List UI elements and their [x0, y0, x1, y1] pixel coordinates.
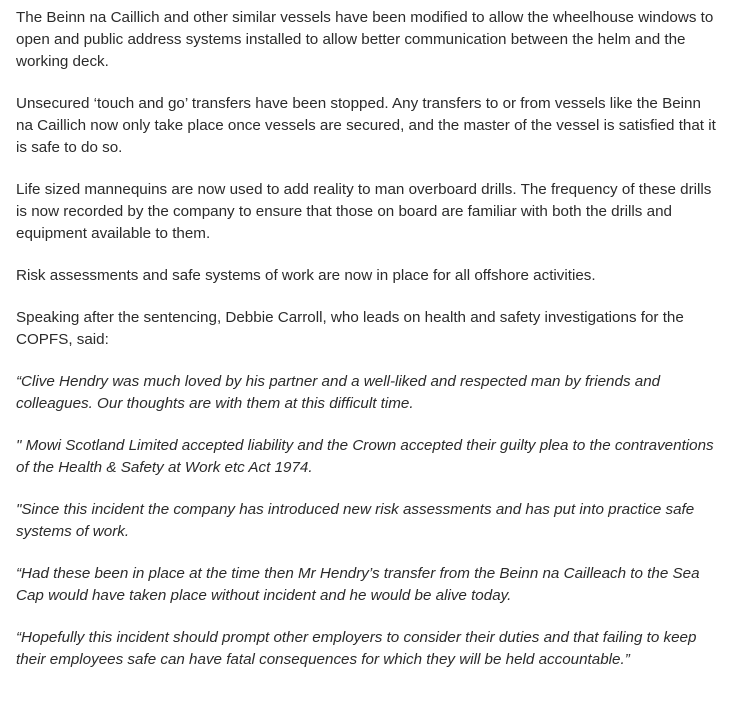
quote-mowi-liability: " Mowi Scotland Limited accepted liability and the Crown accepted their guilty plea to the contraventions of the Health & Safety at Work etc Act 1974. — [16, 437, 714, 476]
quote-transfer-without-incident: “Had these been in place at the time then Mr Hendry’s transfer from the Beinn na Cailleach to the Sea Cap would have taken place without incident and he would be alive today. — [16, 565, 700, 604]
quote-employers-duties: “Hopefully this incident should prompt other employers to consider their duties and that failing to keep their employees safe can have fatal consequences for which they will be held accountable.” — [16, 629, 697, 668]
paragraph-transfers-stopped: Unsecured ‘touch and go’ transfers have been stopped. Any transfers to or from vessels like the Beinn na Caillich now only take place once vessels are secured, and the master of the vessel is satisfied that it is safe to do so. — [16, 95, 716, 156]
paragraph-speaker-intro: Speaking after the sentencing, Debbie Carroll, who leads on health and safety investigations for the COPFS, said: — [16, 309, 684, 348]
quote-new-risk-assessments: "Since this incident the company has introduced new risk assessments and has put into practice safe systems of work. — [16, 501, 695, 540]
paragraph-vessel-modifications: The Beinn na Caillich and other similar vessels have been modified to allow the wheelhouse windows to open and public address systems installed to allow better communication between the helm and the working deck. — [16, 9, 714, 70]
quote-clive-hendry: “Clive Hendry was much loved by his partner and a well-liked and respected man by friends and colleagues. Our thoughts are with them at this difficult time. — [16, 373, 661, 412]
paragraph-mannequin-drills: Life sized mannequins are now used to add reality to man overboard drills. The frequency of these drills is now recorded by the company to ensure that those on board are familiar with both the drills and equipment available to them. — [16, 181, 712, 242]
paragraph-risk-assessments: Risk assessments and safe systems of work are now in place for all offshore activities. — [16, 267, 596, 284]
